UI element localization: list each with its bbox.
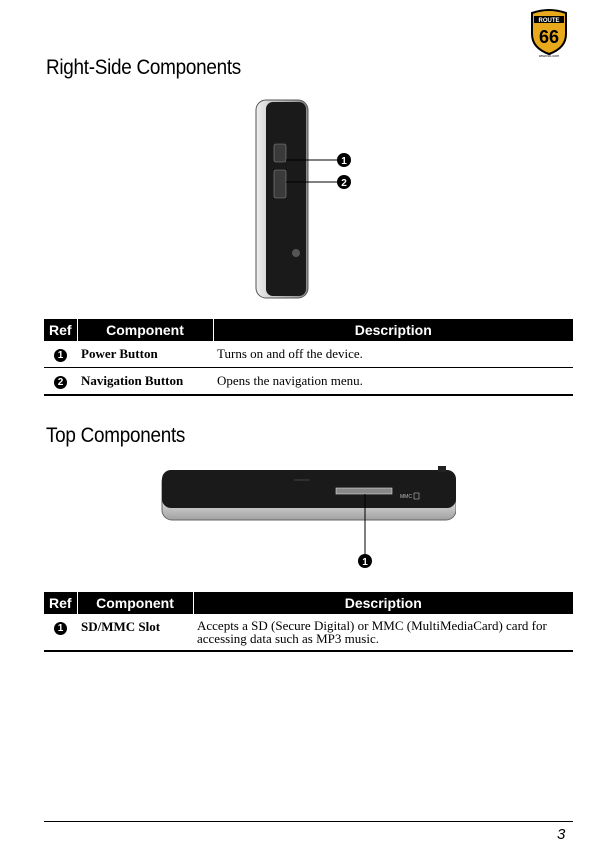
table-row <box>44 341 573 368</box>
footer-rule <box>44 821 573 822</box>
logo-url: www.66.com <box>538 54 560 58</box>
row-ref <box>44 341 77 368</box>
row-description: Opens the navigation menu. <box>213 368 573 396</box>
route66-logo <box>529 8 569 58</box>
page-number: 3 <box>557 826 566 843</box>
row-component: SD/MMC Slot <box>77 614 193 651</box>
header-component: Component <box>77 592 193 614</box>
table-header-row <box>44 319 573 341</box>
logo-route-text: ROUTE <box>538 18 560 24</box>
top-device-image <box>160 462 456 574</box>
header-component: Component <box>77 319 213 341</box>
mmc-label: MMC <box>400 494 412 500</box>
section-heading-top: Top Components <box>46 424 186 447</box>
callout-1: 1 <box>362 557 368 568</box>
ref-number: 1 <box>54 349 67 362</box>
table-row <box>44 614 573 651</box>
row-ref <box>44 368 77 396</box>
row-description: Turns on and off the device. <box>213 341 573 368</box>
ref-number: 2 <box>54 376 67 389</box>
callout-1: 1 <box>341 156 347 167</box>
top-components-table <box>44 592 573 652</box>
header-ref: Ref <box>44 592 77 614</box>
row-ref <box>44 614 77 651</box>
header-ref: Ref <box>44 319 77 341</box>
table-row <box>44 368 573 396</box>
row-description: Accepts a SD (Secure Digital) or MMC (MultiMediaCard) card for accessing data such as MP3 music. <box>193 614 573 651</box>
row-component: Power Button <box>77 341 213 368</box>
section-heading-right-side: Right-Side Components <box>46 56 241 79</box>
logo-number: 66 <box>538 27 560 47</box>
right-side-device-image <box>252 98 362 303</box>
ref-number: 1 <box>54 622 67 635</box>
right-side-components-table <box>44 319 573 396</box>
table-header-row <box>44 592 573 614</box>
row-component: Navigation Button <box>77 368 213 396</box>
callout-2: 2 <box>341 178 347 189</box>
header-description: Description <box>193 592 573 614</box>
header-description: Description <box>213 319 573 341</box>
